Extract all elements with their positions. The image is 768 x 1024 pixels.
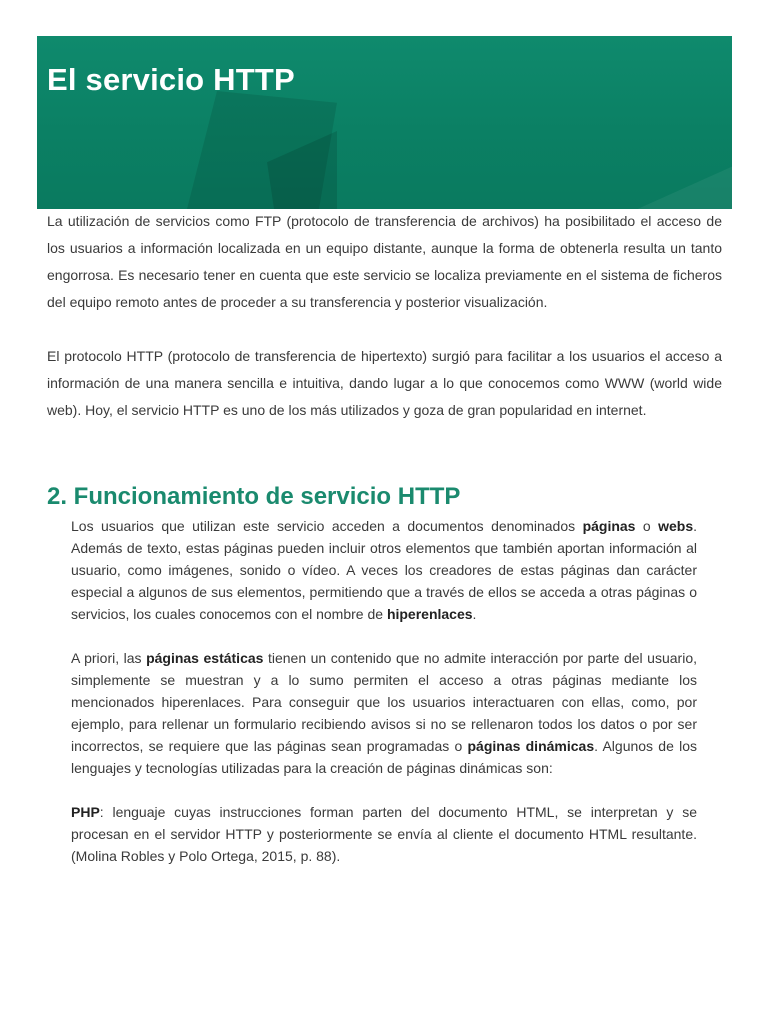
bold-term: páginas dinámicas bbox=[467, 738, 595, 754]
intro-paragraph: El protocolo HTTP (protocolo de transferencia de hipertexto) surgió para facilitar a los usuarios el acceso a información de una manera sencilla e intuitiva, dando lugar a lo que conocemos como WWW (world wide web). Hoy, el servicio HTTP es uno de los más utilizados y goza de gran popularidad en internet. bbox=[47, 348, 722, 418]
header-banner bbox=[37, 36, 732, 209]
bold-term: páginas estáticas bbox=[146, 650, 264, 666]
paragraph-text: . Algunos de los lenguajes y tecnologías utilizadas para la creación de páginas dinámicas son: bbox=[71, 738, 697, 776]
intro-text bbox=[47, 208, 722, 424]
paragraph-text: tienen un contenido que no admite interacción por parte del usuario, simplemente se muestran y a lo sumo permiten el acceso a otras páginas mediante los mencionados hiperenlaces. Para conseguir que los usuarios interactuaren con ellas, como, por ejemplo, para rellenar un formulario recibiendo avisos si no se rellenaron todos los datos o por ser incorrectos, se requiere que las páginas sean programadas o bbox=[71, 650, 697, 754]
bold-term: PHP bbox=[71, 804, 100, 820]
section-paragraph bbox=[71, 515, 697, 625]
paragraph-text: : lenguaje cuyas instrucciones forman parten del documento HTML, se interpretan y se procesan en el servidor HTTP y posteriormente se envía al cliente el documento HTML resultante. (Molina Robles y Polo Ortega, 2015, p. 88). bbox=[71, 804, 697, 864]
paragraph-text: . bbox=[472, 606, 477, 622]
bold-term: webs bbox=[658, 518, 694, 534]
banner-background-shape bbox=[597, 156, 732, 209]
bold-term: hiperenlaces bbox=[386, 606, 473, 622]
paragraph-text: . Además de texto, estas páginas pueden incluir otros elementos que también aportan información al usuario, como imágenes, sonido o vídeo. A veces los creadores de estas páginas dan carácter especial a algunos de sus elementos, permitiendo que a través de ellos se acceda a otras páginas o servicios, los cuales conocemos con el nombre de bbox=[71, 518, 697, 622]
section-body bbox=[71, 515, 697, 867]
intro-paragraph: La utilización de servicios como FTP (protocolo de transferencia de archivos) ha posibilitado el acceso de los usuarios a información localizada en un equipo distante, aunque la forma de obtenerla resulta un tanto engorrosa. Es necesario tener en cuenta que este servicio se localiza previamente en el sistema de ficheros del equipo remoto antes de proceder a su transferencia y posterior visualización. bbox=[47, 213, 722, 310]
paragraph-text: A priori, las bbox=[71, 650, 147, 666]
paragraph-text: o bbox=[635, 518, 659, 534]
section-paragraph bbox=[71, 801, 697, 867]
bold-term: páginas bbox=[582, 518, 636, 534]
section-paragraph bbox=[71, 647, 697, 779]
section-heading: 2. Funcionamiento de servicio HTTP bbox=[47, 483, 461, 510]
paragraph-text: Los usuarios que utilizan este servicio acceden a documentos denominados bbox=[71, 518, 583, 534]
page-title: El servicio HTTP bbox=[47, 62, 295, 97]
